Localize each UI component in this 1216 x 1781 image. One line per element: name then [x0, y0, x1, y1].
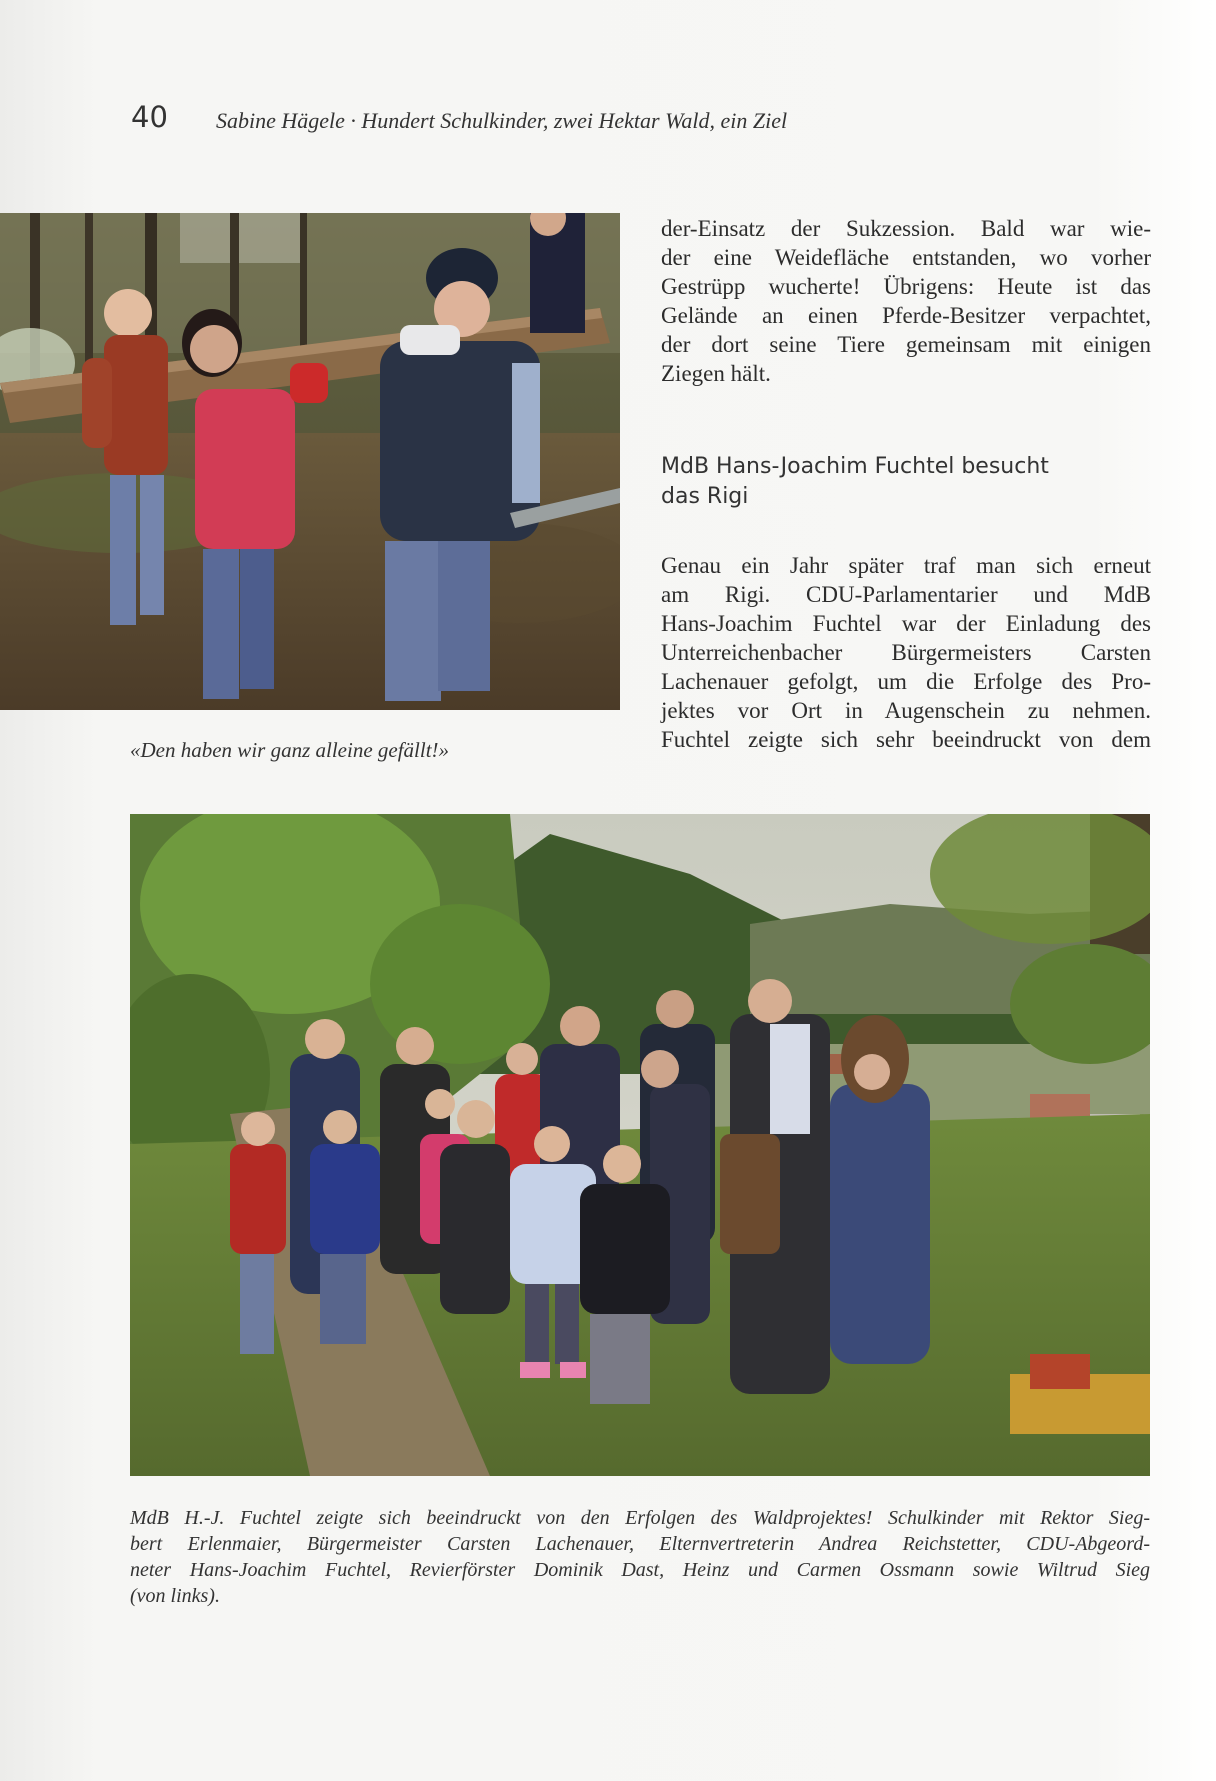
caption-line: MdB H.-J. Fuchtel zeigte sich beeindruckt von den Erfolgen des Waldprojektes! Schulkinder mit Rektor Sieg-	[130, 1507, 1150, 1529]
body-text-bottom-column	[661, 551, 1151, 754]
body-line: Lachenauer gefolgt, um die Erfolge des Pro-	[661, 669, 1151, 694]
page-number: 40	[131, 100, 168, 134]
running-head: Sabine Hägele · Hundert Schulkinder, zwei Hektar Wald, ein Ziel	[216, 108, 788, 133]
section-heading	[661, 452, 1141, 512]
body-line: Ziegen hält.	[661, 361, 771, 386]
group-visit-photo	[130, 814, 1150, 1476]
body-line: am Rigi. CDU-Parlamentarier und MdB	[661, 582, 1151, 607]
body-text-top-column	[661, 214, 1151, 388]
body-line: der dort seine Tiere gemeinsam mit einigen	[661, 332, 1151, 357]
caption-line: neter Hans-Joachim Fuchtel, Revierförster Dominik Dast, Heinz und Carmen Ossmann sowie Wiltrud Sieg	[130, 1559, 1150, 1581]
caption-line: bert Erlenmaier, Bürgermeister Carsten Lachenauer, Elternvertreterin Andrea Reichstetter, CDU-Abgeord-	[130, 1533, 1150, 1555]
body-line: jektes vor Ort in Augenschein zu nehmen.	[661, 698, 1151, 723]
body-line: Gestrüpp wucherte! Übrigens: Heute ist das	[661, 274, 1151, 299]
body-line: Fuchtel zeigte sich sehr beeindruckt von dem	[661, 727, 1151, 752]
body-line: der eine Weidefläche entstanden, wo vorher	[661, 245, 1151, 270]
section-heading-line: das Rigi	[661, 484, 749, 509]
top-photo-caption: «Den haben wir ganz alleine gefällt!»	[130, 738, 450, 762]
body-line: der-Einsatz der Sukzession. Bald war wie-	[661, 216, 1151, 241]
children-carrying-log-photo	[0, 213, 620, 710]
bottom-photo-caption	[130, 1505, 1150, 1609]
body-line: Unterreichenbacher Bürgermeisters Carsten	[661, 640, 1151, 665]
body-line: Genau ein Jahr später traf man sich erneut	[661, 553, 1151, 578]
body-line: Gelände an einen Pferde-Besitzer verpachtet,	[661, 303, 1151, 328]
body-line: Hans-Joachim Fuchtel war der Einladung des	[661, 611, 1151, 636]
caption-line: (von links).	[130, 1585, 220, 1607]
group-visit-image	[130, 814, 1150, 1476]
section-heading-line: MdB Hans-Joachim Fuchtel besucht	[661, 454, 1049, 479]
children-carrying-log-image	[0, 213, 620, 710]
